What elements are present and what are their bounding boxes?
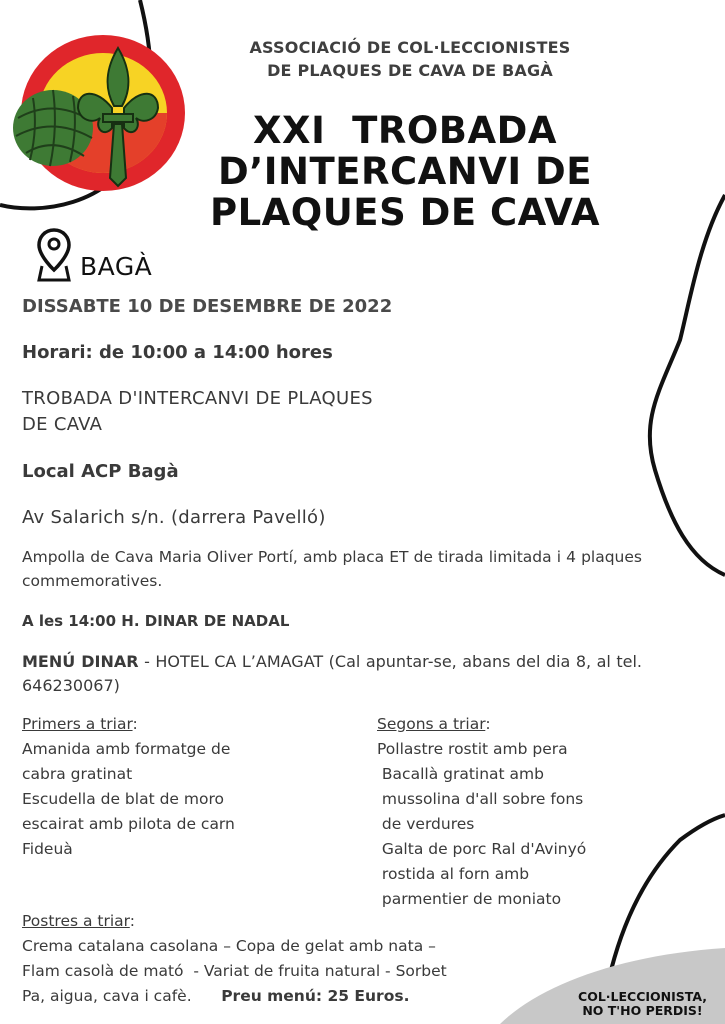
list-item: parmentier de moniato [377, 890, 562, 908]
venue-address: Av Salarich s/n. (darrera Pavelló) [22, 507, 326, 528]
event-title [170, 110, 640, 233]
title-line: D’INTERCANVI DE [217, 150, 593, 193]
organization-line: DE PLAQUES DE CAVA DE BAGÀ [267, 61, 553, 80]
list-item: Fideuà [22, 840, 73, 858]
location-label: BAGÀ [80, 252, 153, 281]
list-item: mussolina d'all sobre fons [377, 790, 584, 808]
list-item: Bacallà gratinat amb [377, 765, 544, 783]
extras-text: Pa, aigua, cava i cafè. [22, 987, 222, 1005]
firsts-heading: Primers a triar [22, 715, 133, 733]
title-line: XXI TROBADA [253, 109, 557, 152]
event-date: DISSABTE 10 DE DESEMBRE DE 2022 [22, 296, 393, 317]
desserts-heading-row [22, 909, 642, 934]
list-item: Amanida amb formatge de [22, 740, 231, 758]
list-item: cabra gratinat [22, 765, 133, 783]
lunch-info: A les 14:00 H. DINAR DE NADAL [22, 612, 290, 630]
venue-name: Local ACP Bagà [22, 461, 179, 482]
list-item: escairat amb pilota de carn [22, 815, 235, 833]
event-line: TROBADA D'INTERCANVI DE PLAQUES [22, 388, 373, 409]
desserts-heading: Postres a triar [22, 912, 130, 930]
menu-price: Preu menú: 25 Euros. [221, 987, 410, 1005]
organization-line: ASSOCIACIÓ DE COL·LECCIONISTES [249, 38, 571, 57]
firsts-heading-suffix: : [132, 715, 138, 733]
list-item: Escudella de blat de moro [22, 790, 224, 808]
event-line: DE CAVA [22, 414, 103, 435]
list-item: Crema catalana casolana – Copa de gelat amb nata – [22, 937, 436, 955]
firsts-heading-row [22, 712, 342, 737]
list-item: Pollastre rostit amb pera [377, 740, 568, 758]
seconds-column [377, 712, 697, 912]
organization-name [150, 36, 670, 82]
seconds-heading-suffix: : [485, 715, 491, 733]
menu-text: - HOTEL CA L’AMAGAT (Cal apuntar-se, abans del dia 8, al tel. 646230067) [22, 652, 643, 695]
slogan-line: NO T'HO PERDIS! [582, 1003, 703, 1018]
seconds-heading-row [377, 712, 697, 737]
location-pin-icon [36, 226, 72, 282]
slogan [560, 990, 725, 1018]
title-line: PLAQUES DE CAVA [209, 191, 601, 234]
desserts-final-line [22, 984, 642, 1009]
event-schedule: Horari: de 10:00 a 14:00 hores [22, 342, 333, 363]
firsts-column [22, 712, 342, 862]
list-item: rostida al forn amb [377, 865, 530, 883]
slogan-line: COL·LECCIONISTA, [578, 989, 707, 1004]
right-curve [650, 195, 725, 575]
list-item: de verdures [377, 815, 475, 833]
seconds-heading: Segons a triar [377, 715, 486, 733]
desserts-heading-suffix: : [129, 912, 136, 930]
bottle-info: Ampolla de Cava Maria Oliver Portí, amb placa ET de tirada limitada i 4 plaques commemoratives. [22, 548, 642, 590]
list-item: Galta de porc Ral d'Avinyó [377, 840, 587, 858]
desserts-section [22, 909, 642, 1009]
menu-info [22, 650, 642, 698]
menu-label: MENÚ DINAR [22, 652, 139, 671]
list-item: Flam casolà de mató - Variat de fruita natural - Sorbet [22, 962, 447, 980]
event-description [22, 386, 482, 438]
